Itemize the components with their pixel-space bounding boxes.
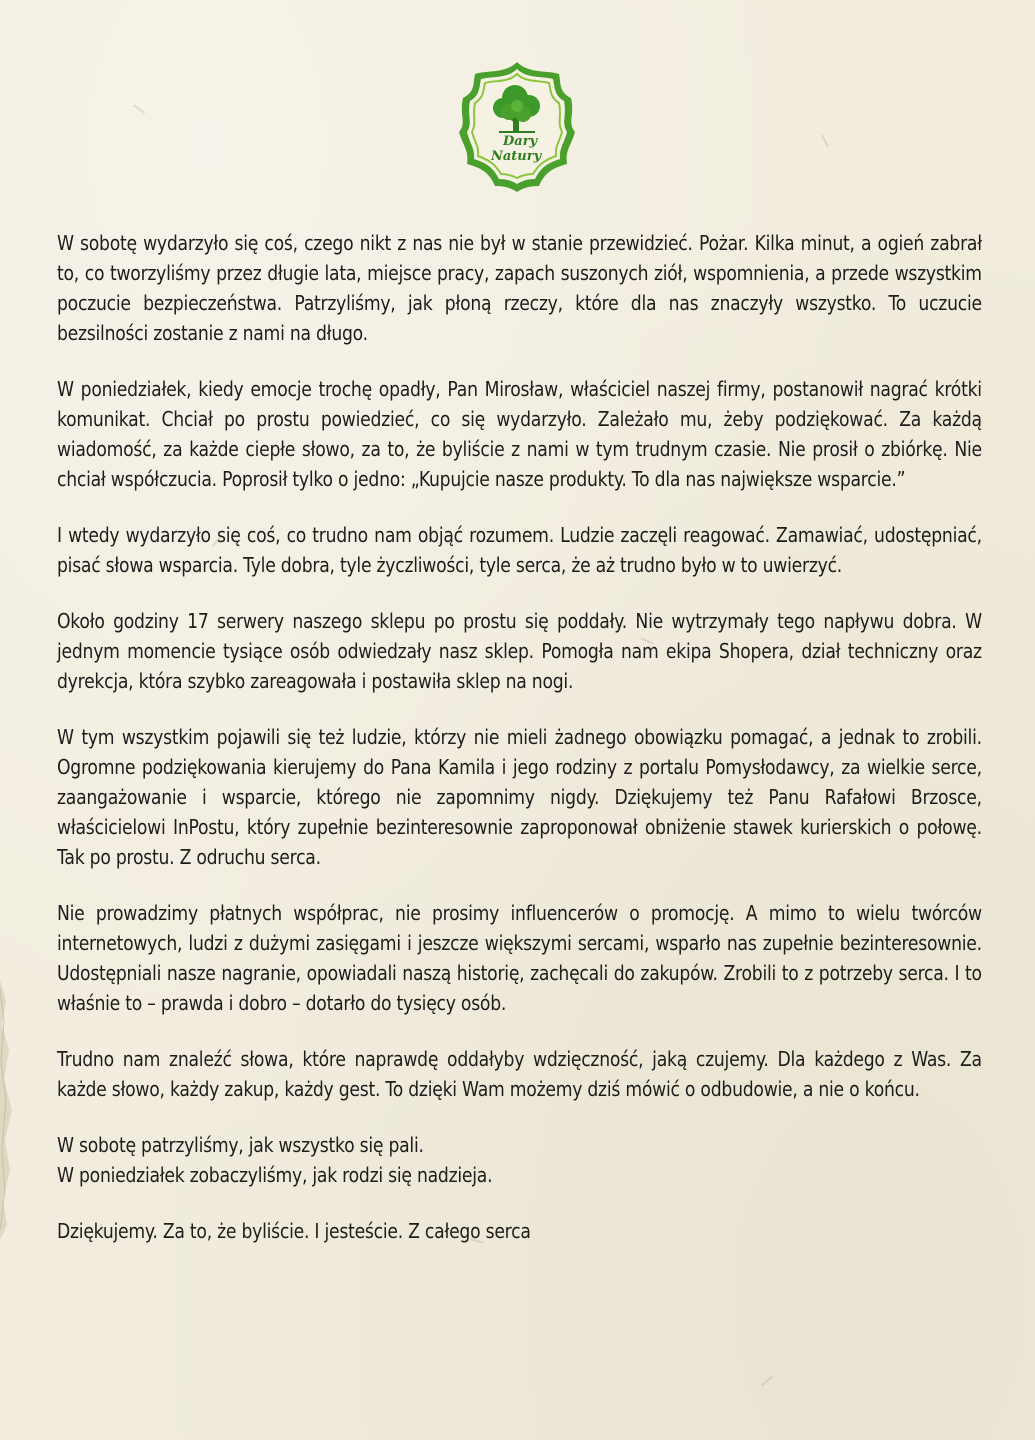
letter-body bbox=[57, 228, 982, 1272]
closing-line: W sobotę patrzyliśmy, jak wszystko się pali. bbox=[57, 1133, 424, 1157]
torn-paper-edge bbox=[0, 980, 28, 1240]
paper-fiber bbox=[761, 1376, 773, 1387]
paper-fiber bbox=[821, 134, 830, 147]
letter-paragraph: Trudno nam znaleźć słowa, które naprawdę oddałyby wdzięczność, jaką czujemy. Dla każdego z Was. Za każde słowo, każdy zakup, każdy gest. To dzięki Wam możemy dziś mówić o odbudowie, a nie o końcu. bbox=[57, 1047, 982, 1101]
logo-text-line2: Natury bbox=[491, 149, 542, 164]
letter-paragraph: I wtedy wydarzyło się coś, co trudno nam objąć rozumem. Ludzie zaczęli reagować. Zamawiać, udostępniać, pisać słowa wsparcia. Tyle dobra, tyle życzliwości, tyle serca, że aż trudno było w to uwierzyć. bbox=[57, 523, 982, 577]
final-thanks: Dziękujemy. Za to, że byliście. I jesteście. Z całego serca bbox=[57, 1219, 531, 1243]
logo-text-line1: Dary bbox=[503, 134, 538, 149]
letter-paragraph: W sobotę wydarzyło się coś, czego nikt z nas nie był w stanie przewidzieć. Pożar. Kilka minut, a ogień zabrał to, co tworzyliśmy przez długie lata, miejsce pracy, zapach suszonych ziół, wspomnienia, a przede wszystkim poczucie bezpieczeństwa. Patrzyliśmy, jak płoną rzeczy, które dla nas znaczyły wszystko. To uczucie bezsilności zostanie z nami na długo. bbox=[57, 231, 982, 345]
letter-paragraph: Nie prowadzimy płatnych współprac, nie prosimy influencerów o promocję. A mimo to wielu twórców internetowych, ludzi z dużymi zasięgami i jeszcze większymi sercami, wsparło nas zupełnie bezinteresownie. Udostępniali nasze nagranie, opowiadali naszą historię, zachęcali do zakupów. Zrobili to z potrzeby serca. I to właśnie to – prawda i dobro – dotarło do tysięcy osób. bbox=[57, 901, 982, 1015]
dary-natury-logo bbox=[455, 60, 579, 192]
letter-paragraph: Około godziny 17 serwery naszego sklepu po prostu się poddały. Nie wytrzymały tego napływu dobra. W jednym momencie tysiące osób odwiedzały nasz sklep. Pomogła nam ekipa Shopera, dział techniczny oraz dyrekcja, która szybko zareagowała i postawiła sklep na nogi. bbox=[57, 609, 982, 693]
closing-block bbox=[57, 1130, 982, 1190]
letter-paragraph: W tym wszystkim pojawili się też ludzie, którzy nie mieli żadnego obowiązku pomagać, a jednak to zrobili. Ogromne podziękowania kierujemy do Pana Kamila i jego rodziny z portalu Pomysłodawcy, za wielkie serce, zaangażowanie i wsparcie, którego nie zapomnimy nigdy. Dziękujemy też Panu Rafałowi Brzosce, właścicielowi InPostu, który zupełnie bezinteresownie zaproponował obniżenie stawek kurierskich o połowę. Tak po prostu. Z odruchu serca. bbox=[57, 725, 982, 869]
logo-badge bbox=[455, 60, 579, 192]
closing-line: W poniedziałek zobaczyliśmy, jak rodzi się nadzieja. bbox=[57, 1163, 493, 1187]
paper-fiber bbox=[133, 104, 146, 114]
letter-paragraph: W poniedziałek, kiedy emocje trochę opadły, Pan Mirosław, właściciel naszej firmy, postanowił nagrać krótki komunikat. Chciał po prostu powiedzieć, co się wydarzyło. Zależało mu, żeby podziękować. Za każdą wiadomość, za każde ciepłe słowo, za to, że byliście z nami w tym trudnym czasie. Nie prosił o zbiórkę. Nie chciał współczucia. Poprosił tylko o jedno: „Kupujcie nasze produkty. To dla nas największe wsparcie.” bbox=[57, 377, 982, 491]
